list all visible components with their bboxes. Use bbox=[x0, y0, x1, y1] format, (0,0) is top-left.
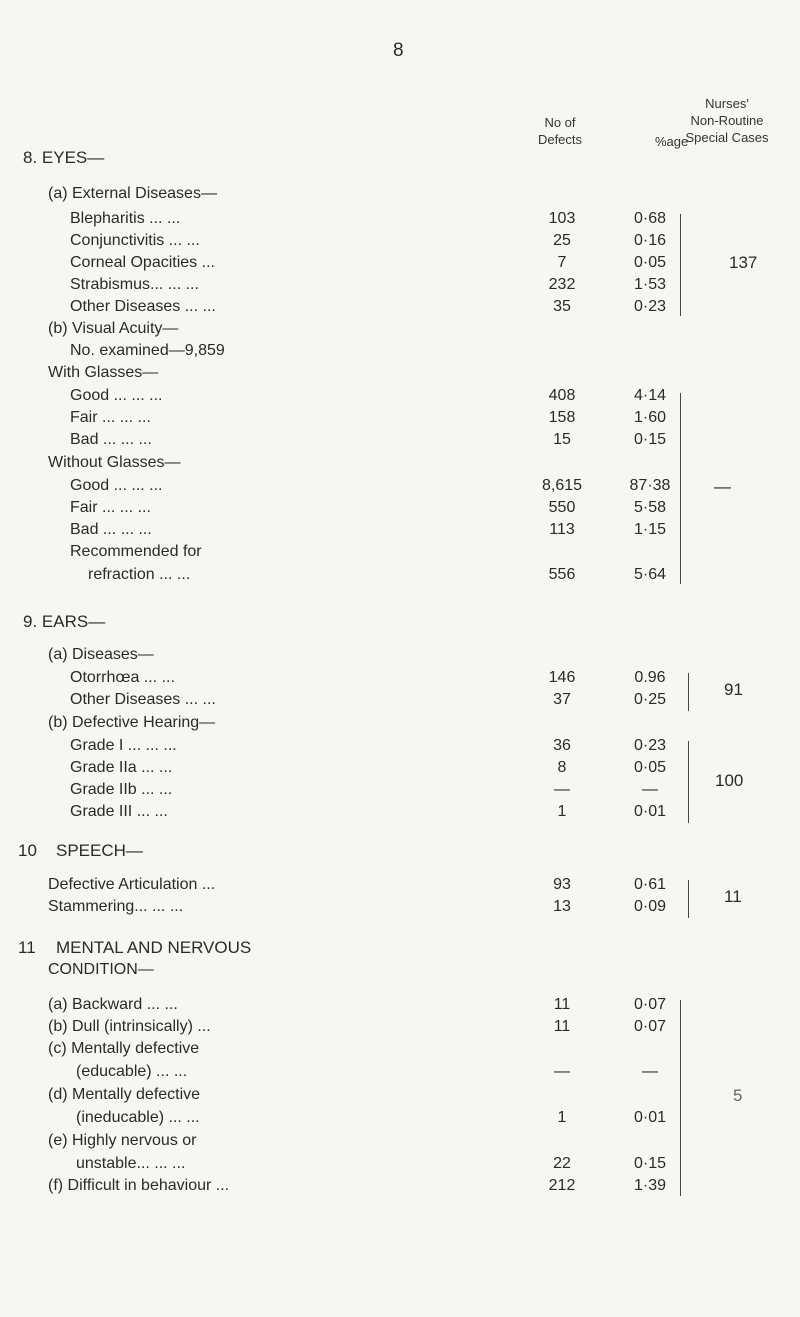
highly-nervous-pct: 0·15 bbox=[633, 1155, 667, 1172]
without-bad-label: Bad ... ... ... bbox=[70, 521, 152, 538]
blepharitis-defects: 103 bbox=[548, 210, 576, 227]
mental-title-line2: CONDITION— bbox=[48, 961, 154, 978]
external-diseases-brace bbox=[676, 214, 681, 316]
number-examined: No. examined—9,859 bbox=[70, 342, 225, 359]
grade-2b-pct: — bbox=[642, 781, 658, 798]
difficult-behaviour-label: (f) Difficult in behaviour ... bbox=[48, 1177, 230, 1194]
grade-1-label: Grade I ... ... ... bbox=[70, 737, 177, 754]
grade-2b-label: Grade IIb ... ... bbox=[70, 781, 173, 798]
conjunctivitis-pct: 0·16 bbox=[633, 232, 667, 249]
corneal-opacities-pct: 0·05 bbox=[633, 254, 667, 271]
nurses-header-line2: Non-Routine bbox=[690, 113, 764, 128]
otorrhoea-label: Otorrhœa ... ... bbox=[70, 669, 175, 686]
nurses-header-line3: Special Cases bbox=[685, 130, 769, 145]
defects-header-line2: Defects bbox=[537, 132, 583, 147]
mentally-defective-ineducable-defects: 1 bbox=[557, 1109, 567, 1126]
dull-defects: 11 bbox=[553, 1018, 571, 1035]
grade-2a-defects: 8 bbox=[557, 759, 567, 776]
stammering-defects: 13 bbox=[553, 898, 571, 915]
external-diseases-heading: (a) External Diseases— bbox=[48, 185, 217, 202]
defective-articulation-pct: 0·61 bbox=[633, 876, 667, 893]
mental-title-line1: MENTAL AND NERVOUS bbox=[56, 938, 252, 957]
blepharitis-label: Blepharitis ... ... bbox=[70, 210, 181, 227]
mentally-defective-ineducable-line1: (d) Mentally defective bbox=[48, 1086, 201, 1103]
conjunctivitis-label: Conjunctivitis ... ... bbox=[70, 232, 200, 249]
grade-2a-label: Grade IIa ... ... bbox=[70, 759, 173, 776]
mental-brace bbox=[676, 1000, 681, 1196]
backward-label: (a) Backward ... ... bbox=[48, 996, 178, 1013]
dull-label: (b) Dull (intrinsically) ... bbox=[48, 1018, 211, 1035]
other-ear-diseases-label: Other Diseases ... ... bbox=[70, 691, 216, 708]
recommended-label-line1: Recommended for bbox=[70, 543, 202, 560]
highly-nervous-defects: 22 bbox=[553, 1155, 571, 1172]
speech-nurses: 11 bbox=[724, 887, 742, 906]
mentally-defective-educable-defects: — bbox=[554, 1063, 570, 1080]
visual-acuity-nurses: — bbox=[714, 477, 731, 496]
blepharitis-pct: 0·68 bbox=[633, 210, 667, 227]
eyes-title: 8. EYES— bbox=[23, 148, 105, 167]
mentally-defective-educable-line1: (c) Mentally defective bbox=[48, 1040, 200, 1057]
with-bad-label: Bad ... ... ... bbox=[70, 431, 152, 448]
with-fair-defects: 158 bbox=[548, 409, 576, 426]
recommended-defects: 556 bbox=[548, 566, 576, 583]
grade-3-pct: 0·01 bbox=[633, 803, 667, 820]
other-eye-diseases-defects: 35 bbox=[553, 298, 571, 315]
without-fair-pct: 5·58 bbox=[633, 499, 667, 516]
conjunctivitis-defects: 25 bbox=[553, 232, 571, 249]
recommended-label-line2: refraction ... ... bbox=[88, 566, 191, 583]
backward-defects: 11 bbox=[553, 996, 571, 1013]
grade-1-defects: 36 bbox=[553, 737, 571, 754]
grade-2b-defects: — bbox=[554, 781, 570, 798]
corneal-opacities-label: Corneal Opacities ... bbox=[70, 254, 215, 271]
difficult-behaviour-pct: 1·39 bbox=[633, 1177, 667, 1194]
mentally-defective-ineducable-line2: (ineducable) ... ... bbox=[76, 1109, 200, 1126]
defects-header bbox=[510, 114, 610, 148]
stammering-pct: 0·09 bbox=[633, 898, 667, 915]
defective-hearing-brace bbox=[684, 741, 689, 823]
other-eye-diseases-label: Other Diseases ... ... bbox=[70, 298, 216, 315]
without-good-pct: 87·38 bbox=[629, 477, 671, 494]
visual-acuity-brace bbox=[676, 393, 681, 584]
ear-diseases-brace bbox=[684, 673, 689, 711]
without-good-label: Good ... ... ... bbox=[70, 477, 163, 494]
difficult-behaviour-defects: 212 bbox=[548, 1177, 576, 1194]
strabismus-label: Strabismus... ... ... bbox=[70, 276, 199, 293]
mentally-defective-ineducable-pct: 0·01 bbox=[633, 1109, 667, 1126]
stammering-label: Stammering... ... ... bbox=[48, 898, 184, 915]
otorrhoea-defects: 146 bbox=[548, 669, 576, 686]
speech-brace bbox=[684, 880, 689, 918]
page-number: 8 bbox=[393, 40, 404, 61]
backward-pct: 0·07 bbox=[633, 996, 667, 1013]
strabismus-pct: 1·53 bbox=[633, 276, 667, 293]
external-diseases-nurses: 137 bbox=[729, 253, 758, 272]
percentage-header: %age bbox=[655, 134, 689, 149]
with-glasses-heading: With Glasses— bbox=[48, 364, 159, 381]
without-bad-pct: 1·15 bbox=[633, 521, 667, 538]
with-good-defects: 408 bbox=[548, 387, 576, 404]
without-fair-defects: 550 bbox=[548, 499, 576, 516]
speech-number: 10 bbox=[18, 841, 37, 860]
grade-2a-pct: 0·05 bbox=[633, 759, 667, 776]
with-bad-defects: 15 bbox=[553, 431, 571, 448]
mentally-defective-educable-line2: (educable) ... ... bbox=[76, 1063, 188, 1080]
grade-1-pct: 0·23 bbox=[633, 737, 667, 754]
grade-3-label: Grade III ... ... bbox=[70, 803, 168, 820]
mental-nurses: 5 bbox=[733, 1086, 743, 1105]
defects-header-line1: No of bbox=[544, 115, 576, 130]
with-good-label: Good ... ... ... bbox=[70, 387, 163, 404]
without-good-defects: 8,615 bbox=[541, 477, 583, 494]
with-good-pct: 4·14 bbox=[633, 387, 667, 404]
other-ear-diseases-pct: 0·25 bbox=[633, 691, 667, 708]
highly-nervous-line2: unstable... ... ... bbox=[76, 1155, 186, 1172]
highly-nervous-line1: (e) Highly nervous or bbox=[48, 1132, 197, 1149]
ear-diseases-nurses: 91 bbox=[724, 680, 743, 699]
with-fair-pct: 1·60 bbox=[633, 409, 667, 426]
grade-3-defects: 1 bbox=[557, 803, 567, 820]
recommended-pct: 5·64 bbox=[633, 566, 667, 583]
otorrhoea-pct: 0.96 bbox=[634, 669, 666, 686]
with-fair-label: Fair ... ... ... bbox=[70, 409, 151, 426]
mental-number: 11 bbox=[18, 938, 36, 957]
with-bad-pct: 0·15 bbox=[633, 431, 667, 448]
strabismus-defects: 232 bbox=[548, 276, 576, 293]
defective-articulation-defects: 93 bbox=[553, 876, 571, 893]
without-fair-label: Fair ... ... ... bbox=[70, 499, 151, 516]
speech-title: SPEECH— bbox=[56, 841, 143, 860]
nurses-header-line1: Nurses' bbox=[705, 96, 749, 111]
defective-hearing-nurses: 100 bbox=[715, 771, 744, 790]
other-ear-diseases-defects: 37 bbox=[553, 691, 571, 708]
mentally-defective-educable-pct: — bbox=[642, 1063, 658, 1080]
visual-acuity-heading: (b) Visual Acuity— bbox=[48, 320, 179, 337]
ear-diseases-heading: (a) Diseases— bbox=[48, 646, 154, 663]
defective-hearing-heading: (b) Defective Hearing— bbox=[48, 714, 216, 731]
dull-pct: 0·07 bbox=[633, 1018, 667, 1035]
other-eye-diseases-pct: 0·23 bbox=[633, 298, 667, 315]
without-glasses-heading: Without Glasses— bbox=[48, 454, 181, 471]
without-bad-defects: 113 bbox=[549, 521, 575, 538]
nurses-header bbox=[667, 95, 787, 146]
corneal-opacities-defects: 7 bbox=[557, 254, 567, 271]
defective-articulation-label: Defective Articulation ... bbox=[48, 876, 216, 893]
ears-title: 9. EARS— bbox=[23, 612, 106, 631]
